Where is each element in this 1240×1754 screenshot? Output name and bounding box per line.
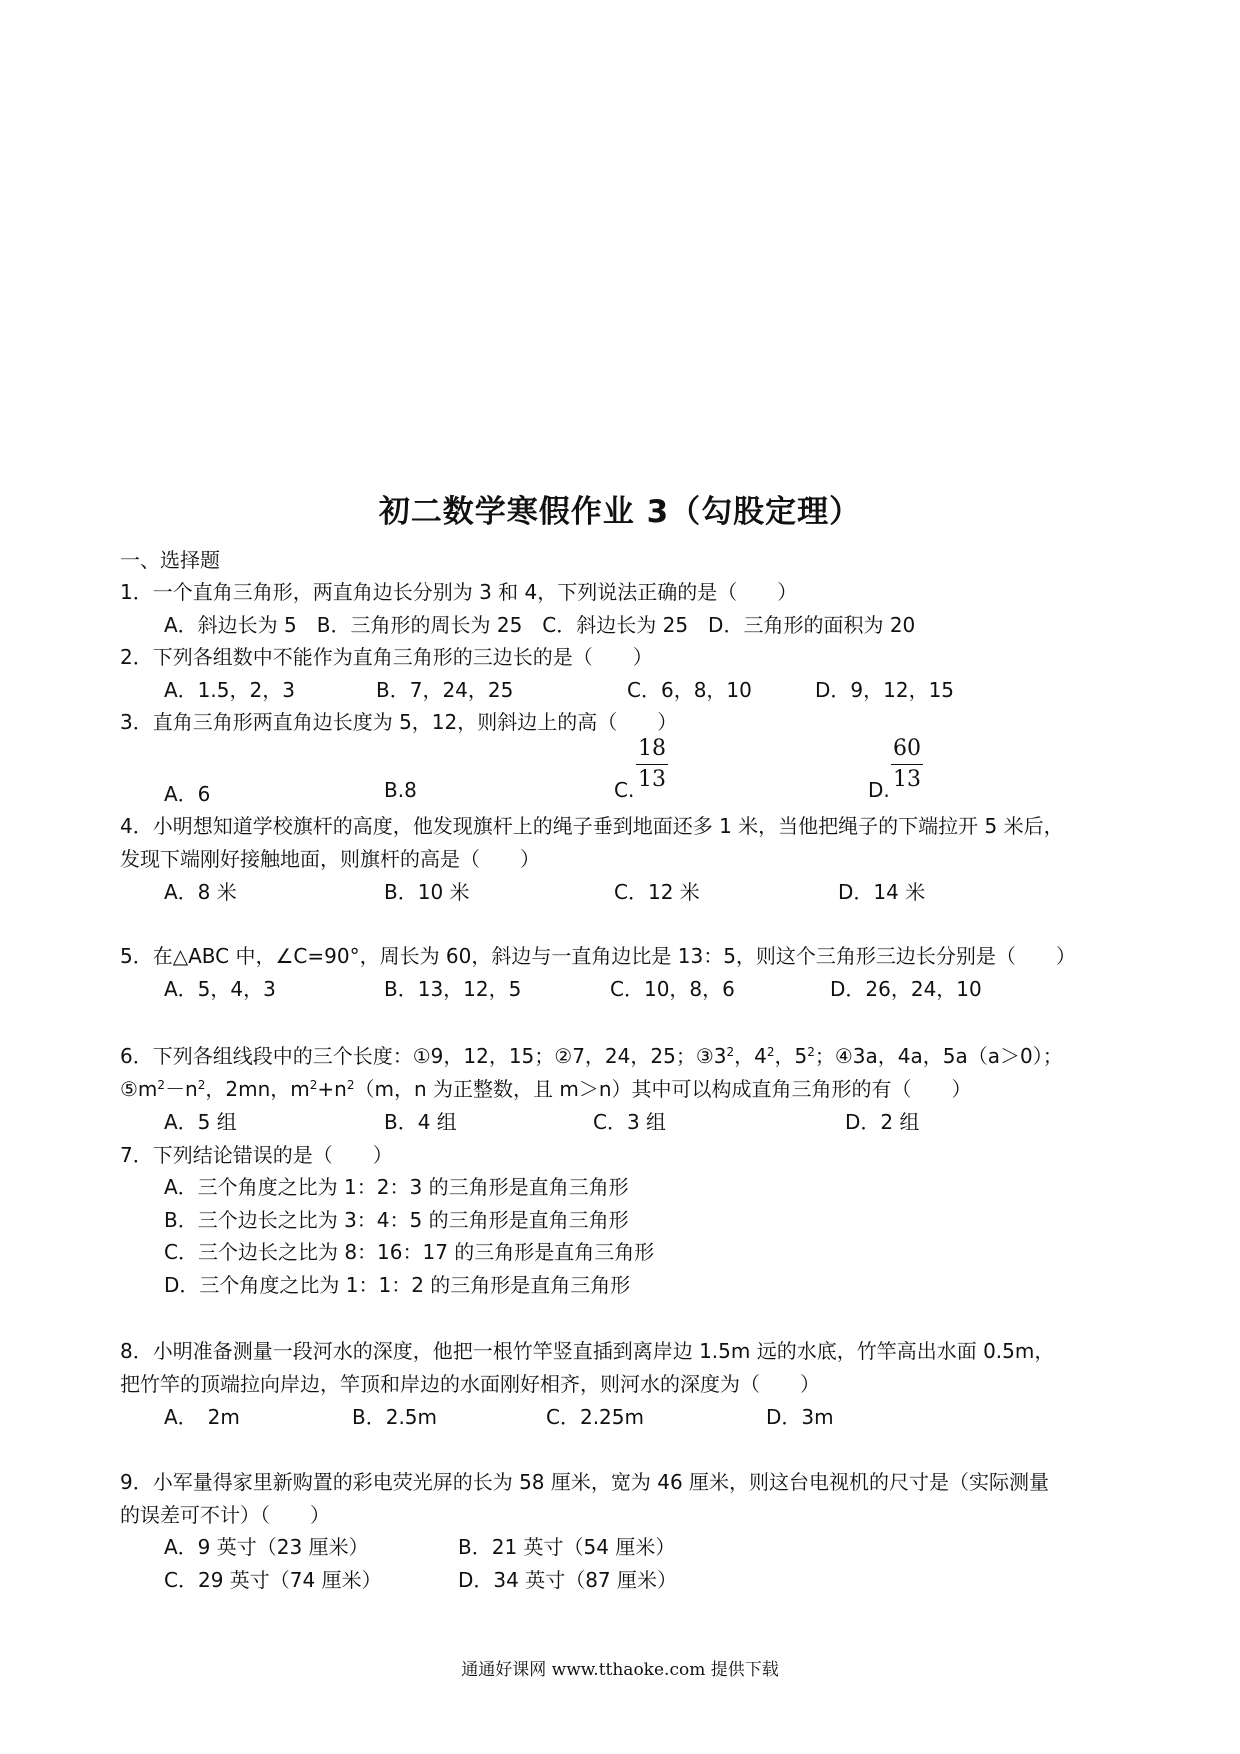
question-7-option-c: C．三个边长之比为 8：16：17 的三角形是直角三角形 <box>164 1240 655 1264</box>
stem-text: +n <box>317 1077 347 1101</box>
page-title: 初二数学寒假作业 3（勾股定理） <box>378 494 862 530</box>
question-6-stem-line-2 <box>120 1073 972 1102</box>
superscript: 2 <box>726 1045 735 1059</box>
superscript: 2 <box>157 1078 166 1092</box>
question-3-option-d-fraction <box>891 738 923 791</box>
question-8-stem-line-1: 8．小明准备测量一段河水的深度，他把一根竹竿竖直插到离岸边 1.5m 远的水底，竹竿高出水面 0.5m， <box>120 1339 1055 1363</box>
question-8-option-a: A． 2m <box>164 1405 240 1429</box>
question-6-option-d: D．2 组 <box>845 1110 920 1134</box>
section-heading: 一、选择题 <box>120 548 220 572</box>
question-3-option-c-label: C. <box>614 778 635 802</box>
question-8-option-c: C．2.25m <box>546 1405 644 1429</box>
stem-text: ；④3a，4a，5a（a＞0）； <box>814 1044 1063 1068</box>
question-5-option-d: D．26，24，10 <box>830 977 982 1001</box>
question-6-option-b: B．4 组 <box>384 1110 457 1134</box>
question-6-option-c: C．3 组 <box>593 1110 667 1134</box>
question-2-option-c: C．6，8，10 <box>627 678 752 702</box>
question-2-option-d: D．9，12，15 <box>815 678 955 702</box>
question-9-option-d: D．34 英寸（87 厘米） <box>458 1568 678 1592</box>
question-5-option-c: C．10，8，6 <box>610 977 735 1001</box>
question-3-stem: 3．直角三角形两直角边长度为 5，12，则斜边上的高（ ） <box>120 710 678 734</box>
superscript: 2 <box>346 1078 355 1092</box>
fraction-denominator: 13 <box>893 767 921 792</box>
question-4-stem-line-1: 4．小明想知道学校旗杆的高度，他发现旗杆上的绳子垂到地面还多 1 米，当他把绳子的下端拉开 5 米后， <box>120 814 1064 838</box>
question-9-option-a: A．9 英寸（23 厘米） <box>164 1535 369 1559</box>
question-4-stem-line-2: 发现下端刚好接触地面，则旗杆的高是（ ） <box>120 847 540 871</box>
stem-text: （m，n 为正整数，且 m＞n）其中可以构成直角三角形的有（ ） <box>354 1077 972 1101</box>
question-4-option-a: A．8 米 <box>164 880 237 904</box>
question-3-option-d-label: D. <box>868 778 890 802</box>
stem-text: ⑤m <box>120 1077 158 1101</box>
fraction-denominator: 13 <box>638 767 666 792</box>
question-6-stem-line-1 <box>120 1040 1063 1069</box>
stem-text: －n <box>165 1077 198 1101</box>
question-8-stem-line-2: 把竹竿的顶端拉向岸边，竿顶和岸边的水面刚好相齐，则河水的深度为（ ） <box>120 1372 820 1396</box>
question-4-option-b: B．10 米 <box>384 880 470 904</box>
question-5-option-b: B．13，12，5 <box>384 977 522 1001</box>
stem-text: ，2mn，m <box>205 1077 310 1101</box>
question-3-option-b: B.8 <box>384 778 417 802</box>
question-3-option-c-fraction <box>636 738 668 791</box>
superscript: 2 <box>309 1078 318 1092</box>
question-7-stem: 7．下列结论错误的是（ ） <box>120 1143 393 1167</box>
stem-text: ，5 <box>774 1044 808 1068</box>
question-9-stem-line-2: 的误差可不计）（ ） <box>120 1503 330 1527</box>
question-5-option-a: A．5，4，3 <box>164 977 276 1001</box>
stem-text: 6．下列各组线段中的三个长度：①9，12，15；②7，24，25；③3 <box>120 1044 727 1068</box>
question-1-options: A．斜边长为 5 B．三角形的周长为 25 C．斜边长为 25 D．三角形的面积为 20 <box>164 613 916 637</box>
question-5-stem: 5．在△ABC 中，∠C=90°，周长为 60，斜边与一直角边比是 13：5，则这个三角形三边长分别是（ ） <box>120 944 1076 968</box>
fraction-numerator: 60 <box>891 738 923 765</box>
question-2-option-b: B．7，24，25 <box>376 678 514 702</box>
superscript: 2 <box>197 1078 206 1092</box>
question-7-option-a: A．三个角度之比为 1：2：3 的三角形是直角三角形 <box>164 1175 629 1199</box>
footer-source-note: 通通好课网 www.tthaoke.com 提供下载 <box>461 1660 779 1680</box>
question-9-option-b: B．21 英寸（54 厘米） <box>458 1535 676 1559</box>
question-8-option-b: B．2.5m <box>352 1405 438 1429</box>
superscript: 2 <box>807 1045 815 1059</box>
stem-text: ，4 <box>734 1044 767 1068</box>
question-7-option-b: B．三个边长之比为 3：4：5 的三角形是直角三角形 <box>164 1208 629 1232</box>
question-7-option-d: D．三个角度之比为 1：1：2 的三角形是直角三角形 <box>164 1273 631 1297</box>
question-9-stem-line-1: 9．小军量得家里新购置的彩电荧光屏的长为 58 厘米，宽为 46 厘米，则这台电视机的尺寸是（实际测量 <box>120 1470 1050 1494</box>
fraction-numerator: 18 <box>636 738 668 765</box>
question-4-option-d: D．14 米 <box>838 880 926 904</box>
question-2-stem: 2．下列各组数中不能作为直角三角形的三边长的是（ ） <box>120 645 653 669</box>
question-6-option-a: A．5 组 <box>164 1110 237 1134</box>
question-9-option-c: C．29 英寸（74 厘米） <box>164 1568 382 1592</box>
question-4-option-c: C．12 米 <box>614 880 700 904</box>
question-3-option-a: A．6 <box>164 782 211 806</box>
question-1-stem: 1．一个直角三角形，两直角边长分别为 3 和 4，下列说法正确的是（ ） <box>120 580 798 604</box>
question-8-option-d: D．3m <box>766 1405 834 1429</box>
question-2-option-a: A．1.5，2，3 <box>164 678 295 702</box>
superscript: 2 <box>766 1045 775 1059</box>
